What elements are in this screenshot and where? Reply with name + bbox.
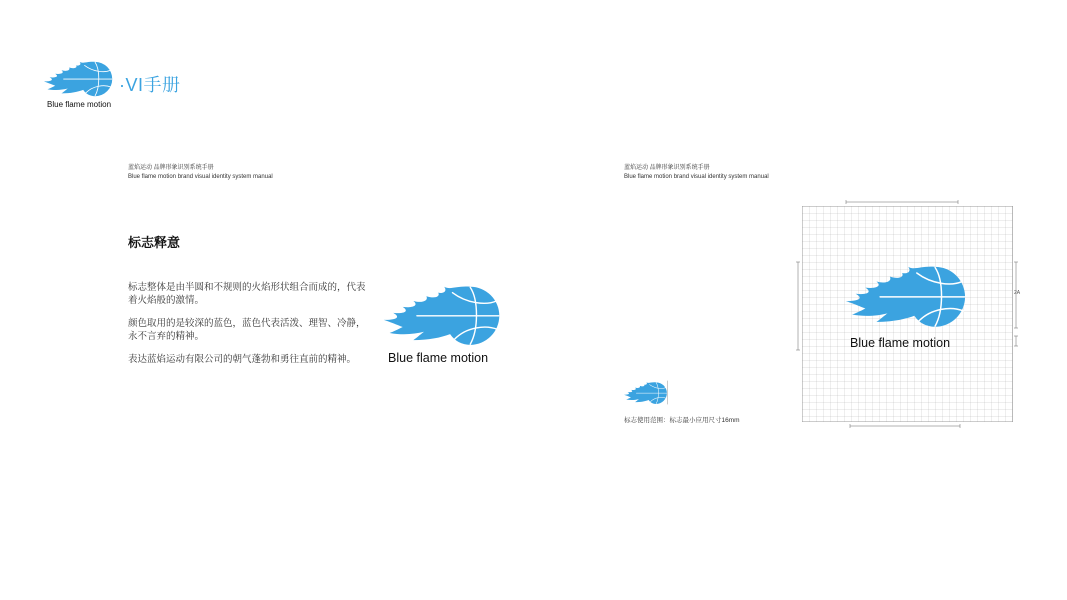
- grid-logo-wordmark: Blue flame motion: [850, 336, 951, 350]
- vi-manual-title: ·VI手册: [119, 75, 181, 95]
- grid-logo-icon: [845, 262, 969, 328]
- main-logo-icon: [383, 282, 503, 346]
- description-paragraph: 表达蓝焰运动有限公司的朝气蓬勃和勇往直前的精神。: [128, 354, 357, 365]
- header-cn: 蓝焰运动 品牌形象识别系统手册: [624, 165, 710, 171]
- logo-description: [128, 282, 368, 378]
- logo-wordmark: Blue flame motion: [388, 351, 489, 365]
- header-en: Blue flame motion brand visual identity system manual: [624, 174, 769, 180]
- header-en: Blue flame motion brand visual identity system manual: [128, 174, 273, 180]
- minimum-size-logo-icon: [624, 380, 668, 405]
- description-paragraph: 标志整体是由半圆和不规则的火焰形状组合而成的，代表着火焰般的激情。: [128, 282, 366, 306]
- dimension-label: 2A: [1014, 290, 1021, 296]
- description-paragraph: 颜色取用的是较深的蓝色，蓝色代表活泼、理智、冷静，永不言弃的精神。: [128, 318, 366, 342]
- manual-header-left: [128, 164, 273, 182]
- brand-logo-icon: [44, 58, 114, 98]
- section-title: 标志释意: [128, 235, 181, 250]
- minimum-size-note: 标志使用范围：标志最小应用尺寸16mm: [624, 417, 740, 424]
- brand-caption: Blue flame motion: [47, 100, 112, 109]
- header-cn: 蓝焰运动 品牌形象识别系统手册: [128, 165, 214, 171]
- manual-header-right: [624, 164, 769, 182]
